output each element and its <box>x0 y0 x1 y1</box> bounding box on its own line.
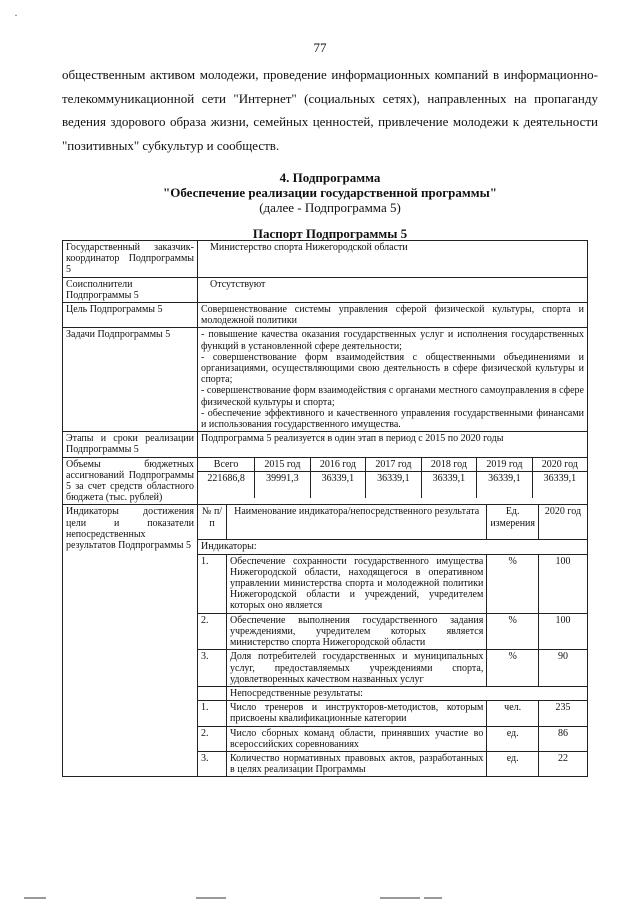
passport-title: Паспорт Подпрограммы 5 <box>252 226 408 241</box>
group-label: Непосредственные результаты: <box>227 686 588 700</box>
indicators-cell <box>198 505 588 777</box>
table-row <box>198 701 587 726</box>
financing-table <box>198 458 587 498</box>
ind-name: Число тренеров и инструкторов-методистов, которым присвоены квалификационные категории <box>227 701 487 726</box>
section-note: (далее - Подпрограмма 5) <box>259 200 401 215</box>
ind-unit: % <box>487 554 539 613</box>
table-row <box>63 432 588 457</box>
ind-name: Обеспечение сохранности государственного имущества Нижегородской области, находящегося в оперативном управлении министерства спорта и молодежной политики Нижегородской области и учреждений, учредителем которых оно является <box>227 554 487 613</box>
fin-value: 221686,8 <box>198 471 255 498</box>
ind-value: 90 <box>539 650 588 687</box>
ind-unit: чел. <box>487 701 539 726</box>
ind-num-blank <box>198 686 227 700</box>
fin-value: 36339,1 <box>477 471 533 498</box>
row-label: Индикаторы достижения цели и показатели непосредственных результатов Подпрограммы 5 <box>63 505 198 777</box>
ind-unit: % <box>487 613 539 650</box>
ind-value: 100 <box>539 613 588 650</box>
fin-header: Всего <box>198 458 255 472</box>
scan-mark: · <box>14 8 18 22</box>
row-value: Совершенствование системы управления сферой физической культуры, спорта и молодежной политики <box>198 303 588 328</box>
fin-header: 2019 год <box>477 458 533 472</box>
financing-cell <box>198 457 588 505</box>
ind-name: Число сборных команд области, принявших участие во всероссийских соревнованиях <box>227 726 487 751</box>
section-title: 4. Подпрограмма <box>279 170 381 185</box>
ind-unit: ед. <box>487 751 539 776</box>
ind-num: 1. <box>198 554 227 613</box>
scan-noise <box>20 895 620 901</box>
tasks-cell <box>198 328 588 432</box>
fin-value: 36339,1 <box>366 471 422 498</box>
page-number: 77 <box>313 40 327 55</box>
financing-values-row <box>198 471 587 498</box>
ind-unit: % <box>487 650 539 687</box>
passport-table <box>62 240 588 777</box>
ind-value: 86 <box>539 726 588 751</box>
ind-col-unit: Ед. измерения <box>487 505 539 540</box>
indicators-table <box>198 505 587 776</box>
task-item: - совершенствование форм взаимодействия с общественными объединениями и организациями, осуществляющими свою деятельность в сфере физической культуры и спорта; <box>201 351 584 386</box>
financing-header-row <box>198 458 587 472</box>
ind-unit: ед. <box>487 726 539 751</box>
row-label: Этапы и сроки реализации Подпрограммы 5 <box>63 432 198 457</box>
fin-value: 36339,1 <box>310 471 366 498</box>
row-value: Министерство спорта Нижегородской области <box>198 241 588 278</box>
row-label: Государственный заказчик-координатор Подпрограммы 5 <box>63 241 198 278</box>
ind-num: 3. <box>198 650 227 687</box>
table-row <box>63 241 588 278</box>
ind-name: Доля потребителей государственных и муниципальных услуг, предоставляемых учреждениями спорта, удовлетворенных качеством названных услуг <box>227 650 487 687</box>
ind-name: Количество нормативных правовых актов, разработанных в целях реализации Программы <box>227 751 487 776</box>
table-row <box>63 303 588 328</box>
indicators-group-row <box>198 540 587 554</box>
ind-col-num: № п/п <box>198 505 227 540</box>
table-row <box>63 505 588 777</box>
table-row <box>63 277 588 302</box>
ind-value: 100 <box>539 554 588 613</box>
table-row <box>63 328 588 432</box>
fin-header: 2016 год <box>310 458 366 472</box>
row-label: Задачи Подпрограммы 5 <box>63 328 198 432</box>
ind-name: Обеспечение выполнения государственного задания учреждениями, учредителем которых является министерство спорта Нижегородской области <box>227 613 487 650</box>
fin-header: 2017 год <box>366 458 422 472</box>
group-label: Индикаторы: <box>198 540 587 554</box>
table-row <box>198 554 587 613</box>
fin-value: 39991,3 <box>255 471 311 498</box>
table-row <box>198 650 587 687</box>
fin-header: 2020 год <box>532 458 587 472</box>
fin-header: 2015 год <box>255 458 311 472</box>
table-row <box>198 613 587 650</box>
ind-value: 22 <box>539 751 588 776</box>
task-item: - повышение качества оказания государственных услуг и исполнения государственных функций в установленной сфере деятельности; <box>201 329 584 352</box>
table-row <box>63 457 588 505</box>
fin-value: 36339,1 <box>532 471 587 498</box>
task-item: - совершенствование форм взаимодействия с органами местного самоуправления в сфере физической культуры и спорта; <box>201 385 584 408</box>
section-subtitle: "Обеспечение реализации государственной программы" <box>162 185 497 200</box>
intro-paragraph: общественным активом молодежи, проведение информационных компаний в информационно-телекоммуникационной сети "Интернет" (социальных сетях), направленных на пропаганду ведения здорового образа жизни, семейных ценностей, привлечение молодежи к деятельности "позитивных" субкультур и сообществ. <box>62 67 598 153</box>
ind-num: 1. <box>198 701 227 726</box>
ind-col-year: 2020 год <box>539 505 588 540</box>
ind-num: 3. <box>198 751 227 776</box>
ind-num: 2. <box>198 726 227 751</box>
ind-value: 235 <box>539 701 588 726</box>
ind-col-name: Наименование индикатора/непосредственного результата <box>227 505 487 540</box>
ind-num: 2. <box>198 613 227 650</box>
indicators-group-row <box>198 686 587 700</box>
row-label: Объемы бюджетных ассигнований Подпрограммы 5 за счет средств областного бюджета (тыс. рублей) <box>63 457 198 505</box>
task-item: - обеспечение эффективного и качественного управления государственными финансами и использования государственного имущества. <box>201 407 584 431</box>
fin-value: 36339,1 <box>421 471 477 498</box>
row-label: Цель Подпрограммы 5 <box>63 303 198 328</box>
row-value: Отсутствуют <box>198 277 588 302</box>
table-row <box>198 751 587 776</box>
row-label: Соисполнители Подпрограммы 5 <box>63 277 198 302</box>
fin-header: 2018 год <box>421 458 477 472</box>
table-row <box>198 726 587 751</box>
indicators-header-row <box>198 505 587 540</box>
row-value: Подпрограмма 5 реализуется в один этап в период с 2015 по 2020 годы <box>198 432 588 457</box>
